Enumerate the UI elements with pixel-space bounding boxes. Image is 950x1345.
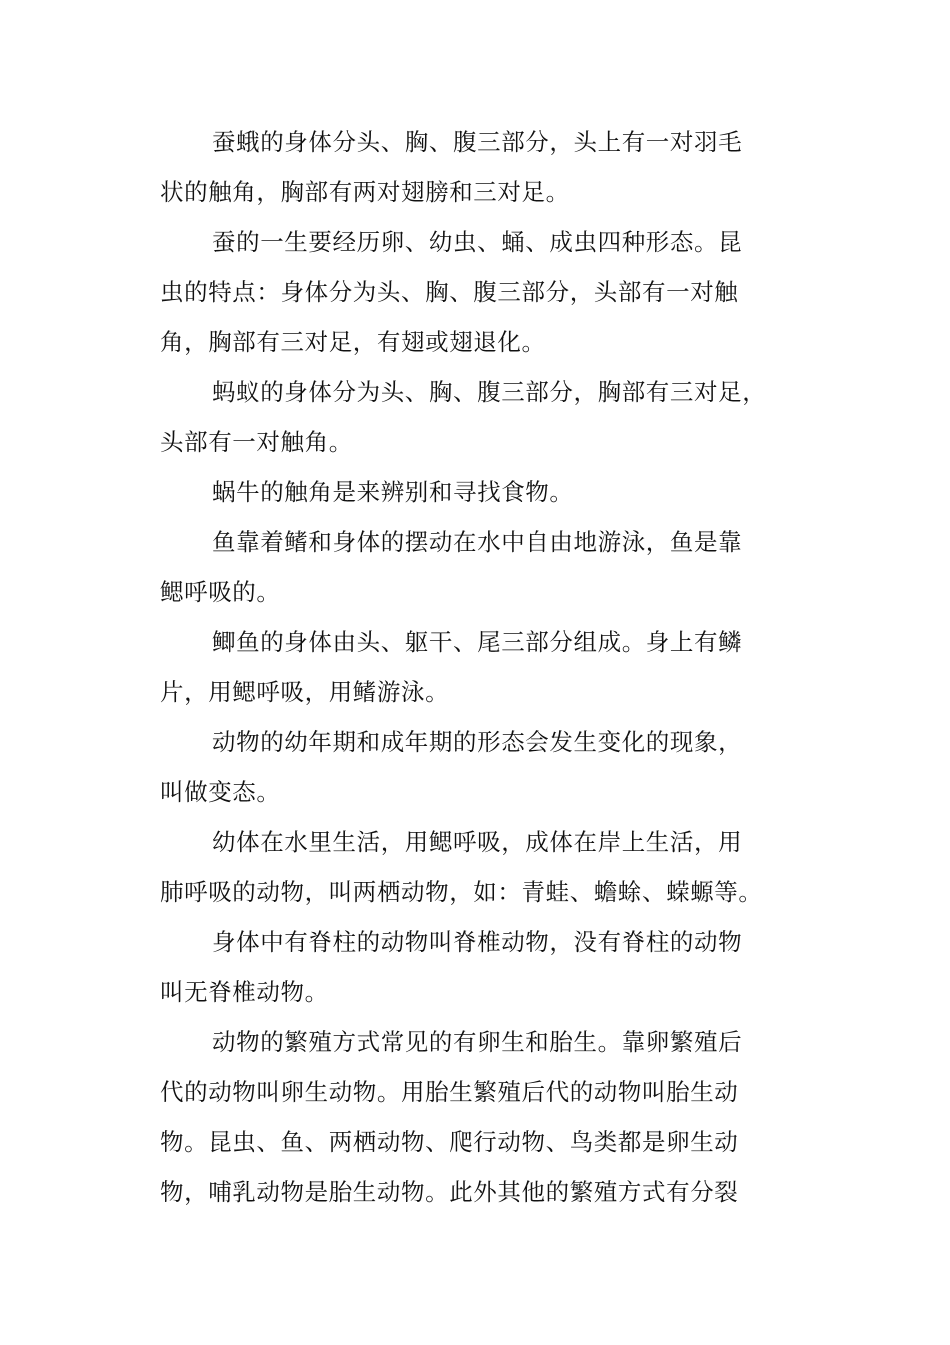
paragraph-line: 蚂蚁的身体分为头、胸、腹三部分，胸部有三对足， [212, 378, 767, 406]
paragraph-line: 蜗牛的触角是来辨别和寻找食物。 [212, 478, 574, 506]
paragraph-line: 片，用鳃呼吸，用鳍游泳。 [160, 678, 450, 706]
paragraph-line: 状的触角，胸部有两对翅膀和三对足。 [160, 178, 570, 206]
paragraph-line: 蚕蛾的身体分头、胸、腹三部分，头上有一对羽毛 [212, 128, 743, 156]
paragraph-line: 幼体在水里生活，用鳃呼吸，成体在岸上生活，用 [212, 828, 743, 856]
paragraph-line: 角，胸部有三对足，有翅或翅退化。 [160, 328, 546, 356]
paragraph-line: 鱼靠着鳍和身体的摆动在水中自由地游泳，鱼是靠 [212, 528, 743, 556]
paragraph-line: 代的动物叫卵生动物。用胎生繁殖后代的动物叫胎生动 [160, 1078, 739, 1106]
paragraph-line: 头部有一对触角。 [160, 428, 353, 456]
paragraph-line: 鲫鱼的身体由头、躯干、尾三部分组成。身上有鳞 [212, 628, 743, 656]
paragraph-line: 鳃呼吸的。 [160, 578, 281, 606]
paragraph-line: 蚕的一生要经历卵、幼虫、蛹、成虫四种形态。昆 [212, 228, 743, 256]
paragraph-line: 身体中有脊柱的动物叫脊椎动物，没有脊柱的动物 [212, 928, 743, 956]
paragraph-line: 虫的特点：身体分为头、胸、腹三部分，头部有一对触 [160, 278, 739, 306]
paragraph-line: 肺呼吸的动物，叫两栖动物，如：青蛙、蟾蜍、蝾螈等。 [160, 878, 763, 906]
paragraph-line: 动物的繁殖方式常见的有卵生和胎生。靠卵繁殖后 [212, 1028, 743, 1056]
paragraph-line: 叫做变态。 [160, 778, 281, 806]
paragraph-line: 动物的幼年期和成年期的形态会发生变化的现象， [212, 728, 743, 756]
paragraph-line: 物。昆虫、鱼、两栖动物、爬行动物、鸟类都是卵生动 [160, 1128, 739, 1156]
paragraph-line: 物，哺乳动物是胎生动物。此外其他的繁殖方式有分裂 [160, 1178, 739, 1206]
paragraph-line: 叫无脊椎动物。 [160, 978, 329, 1006]
